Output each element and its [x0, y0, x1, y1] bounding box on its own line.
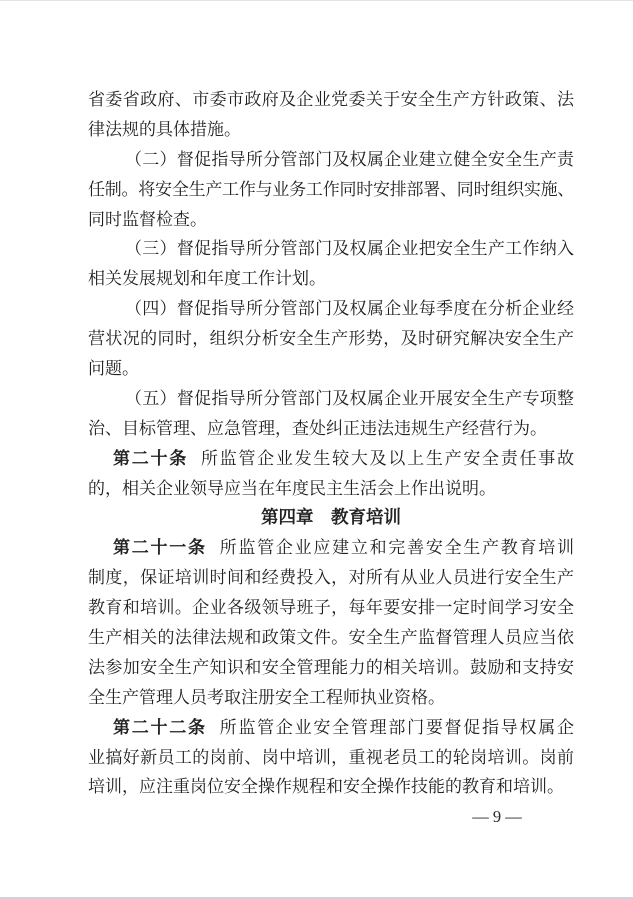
body-text-line: 全生产管理人员考取注册安全工程师执业资格。 [88, 687, 445, 707]
body-text-line: 相关发展规划和年度工作计划。 [88, 269, 326, 289]
body-text-line: （二）督促指导所分管部门及权属企业建立健全安全生产责 [125, 149, 574, 169]
article-text: 所监管企业安全管理部门要督促指导权属企 [219, 717, 574, 737]
chapter-heading: 第四章 教育培训 [261, 507, 401, 528]
body-text-line: 任制。将安全生产工作与业务工作同时安排部署、同时组织实施、 [88, 179, 574, 199]
document-body [88, 85, 574, 802]
body-text-line: 的，相关企业领导应当在年度民主生活会上作出说明。 [88, 478, 496, 498]
page-number: — 9 — [472, 807, 522, 826]
body-text-line: （三）督促指导所分管部门及权属企业把安全生产工作纳入 [125, 239, 574, 259]
body-text-line: 培训，应注重岗位安全操作规程和安全操作技能的教育和培训。 [88, 777, 564, 797]
article-number: 第二十二条 [113, 717, 207, 737]
body-text-line: 治、目标管理、应急管理，查处纠正违法违规生产经营行为。 [88, 418, 547, 438]
article-paragraph-line [88, 444, 574, 474]
body-text-line: 业搞好新员工的岗前、岗中培训，重视老员工的轮岗培训。岗前 [88, 747, 574, 767]
scan-edge-top [0, 0, 633, 1]
article-text: 所监管企业应建立和完善安全生产教育培训 [219, 538, 574, 558]
article-number: 第二十一条 [113, 538, 207, 558]
article-paragraph-line [88, 713, 574, 743]
body-text-line: （五）督促指导所分管部门及权属企业开展安全生产专项整 [125, 388, 574, 408]
body-text-line: 制度，保证培训时间和经费投入，对所有从业人员进行安全生产 [88, 568, 574, 588]
body-text-line: 教育和培训。企业各级领导班子，每年要安排一定时间学习安全 [88, 598, 574, 618]
article-text: 所监管企业发生较大及以上生产安全责任事故 [200, 448, 574, 468]
body-text-line: 营状况的同时，组织分析安全生产形势，及时研究解决安全生产 [88, 329, 574, 349]
body-text-line: 同时监督检查。 [88, 209, 207, 229]
body-text-line: 省委省政府、市委市政府及企业党委关于安全生产方针政策、法 [88, 90, 574, 109]
body-text-line: （四）督促指导所分管部门及权属企业每季度在分析企业经 [125, 299, 574, 319]
body-text-line: 生产相关的法律法规和政策文件。安全生产监督管理人员应当依 [88, 628, 574, 648]
article-number: 第二十条 [113, 448, 188, 468]
body-text-line: 问题。 [88, 359, 139, 379]
body-text-line: 律法规的具体措施。 [88, 119, 241, 139]
article-paragraph-line [88, 533, 574, 563]
body-text-line: 法参加安全生产知识和安全管理能力的相关培训。鼓励和支持安 [88, 657, 574, 677]
